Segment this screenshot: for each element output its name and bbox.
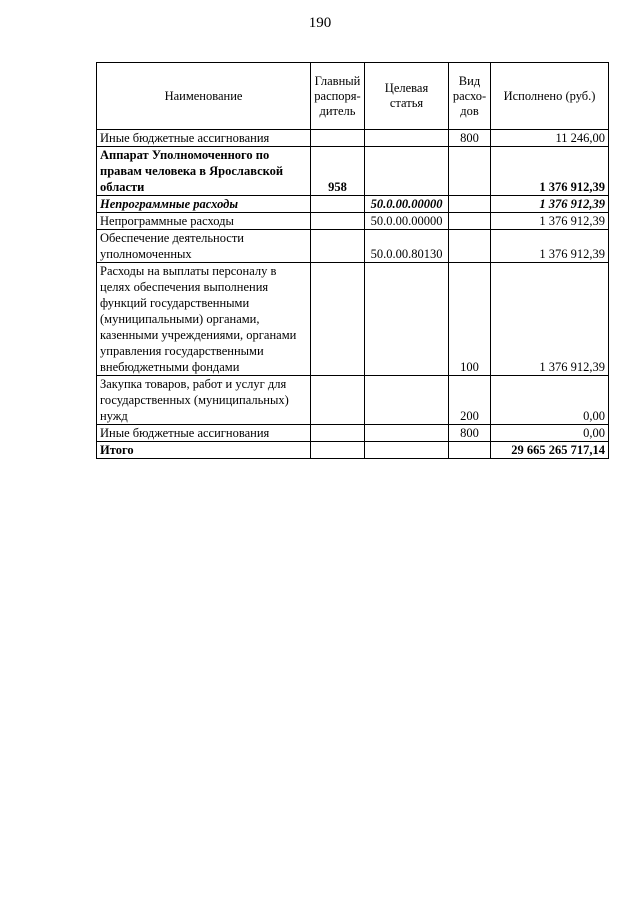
table-row [97,230,609,263]
table-row [97,425,609,442]
cell-kind [449,442,491,459]
cell-distributor [311,230,365,263]
header-kind: Вид расхо-дов [449,63,491,130]
cell-name: Иные бюджетные ассигнования [97,425,311,442]
cell-distributor [311,263,365,376]
cell-name: Непрограммные расходы [97,196,311,213]
table-row-total [97,442,609,459]
cell-distributor [311,425,365,442]
header-name: Наименование [97,63,311,130]
cell-target [365,147,449,196]
table-row [97,130,609,147]
table-row [97,147,609,196]
cell-name: Расходы на выплаты персоналу в целях обеспечения выполнения функций государственными (муниципальными) органами, казенными учреждениями, органами управления государственными внебюджетными фондами [97,263,311,376]
cell-kind: 800 [449,425,491,442]
cell-kind [449,147,491,196]
cell-name: Аппарат Уполномоченного по правам человека в Ярославской области [97,147,311,196]
cell-name: Непрограммные расходы [97,213,311,230]
cell-kind [449,230,491,263]
cell-kind: 100 [449,263,491,376]
cell-name: Закупка товаров, работ и услуг для государственных (муниципальных) нужд [97,376,311,425]
cell-distributor [311,213,365,230]
cell-distributor [311,130,365,147]
cell-distributor [311,376,365,425]
cell-executed: 29 665 265 717,14 [491,442,609,459]
cell-target [365,376,449,425]
cell-executed: 0,00 [491,425,609,442]
cell-distributor [311,196,365,213]
cell-name: Обеспечение деятельности уполномоченных [97,230,311,263]
page-number: 190 [308,15,332,31]
cell-executed: 1 376 912,39 [491,263,609,376]
cell-target [365,425,449,442]
cell-distributor [311,442,365,459]
cell-name: Итого [97,442,311,459]
cell-kind: 800 [449,130,491,147]
cell-distributor: 958 [311,147,365,196]
cell-executed: 1 376 912,39 [491,230,609,263]
header-target: Целевая статья [365,63,449,130]
cell-target [365,263,449,376]
cell-executed: 11 246,00 [491,130,609,147]
cell-kind [449,196,491,213]
cell-executed: 1 376 912,39 [491,147,609,196]
header-executed: Исполнено (руб.) [491,63,609,130]
cell-kind: 200 [449,376,491,425]
cell-target: 50.0.00.80130 [365,230,449,263]
table-row [97,213,609,230]
table-row [97,263,609,376]
cell-target: 50.0.00.00000 [365,213,449,230]
cell-kind [449,213,491,230]
table-header-row [97,63,609,130]
cell-target [365,442,449,459]
cell-executed: 1 376 912,39 [491,196,609,213]
cell-executed: 1 376 912,39 [491,213,609,230]
table-row [97,196,609,213]
cell-target: 50.0.00.00000 [365,196,449,213]
cell-name: Иные бюджетные ассигнования [97,130,311,147]
table-row [97,376,609,425]
header-distributor: Главный распоря-дитель [311,63,365,130]
expenditure-table [96,62,609,459]
cell-target [365,130,449,147]
cell-executed: 0,00 [491,376,609,425]
